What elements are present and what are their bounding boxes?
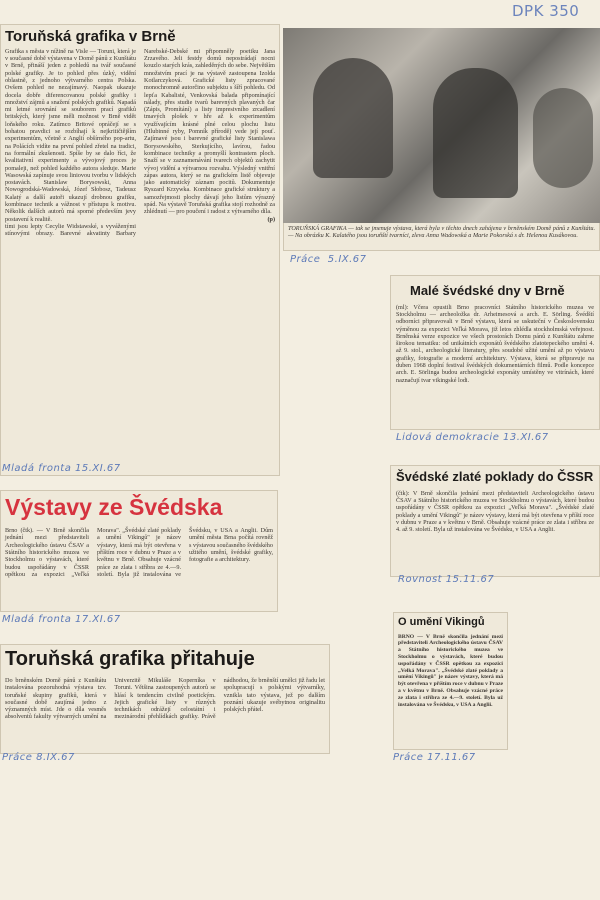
source-prace-2: Práce 8.IX.67 <box>2 752 75 763</box>
news-photo <box>283 28 600 223</box>
article-male-svedske-dny <box>390 275 600 430</box>
headline: Švédské zlaté poklady do ČSSR <box>396 469 594 484</box>
article-body <box>5 48 275 458</box>
headline: Malé švédské dny v Brně <box>410 283 565 298</box>
source-mladafronta-1: Mladá fronta 15.XI.67 <box>2 463 121 474</box>
article-text: Brno (čtk). — V Brně skončila jednání mezi představiteli Archeologického ústavu ČSAV a Státního historického muzea ve Stockholmu o výstavách, které budou uspořádány v ČSSR opětkou za expozici „Veľká Morava". „Švédské zlaté poklady a umění Vikingů" je název výstavy, která má být otevřena v příštím roce v dubnu v Praze a v květnu v Brně. Obsahuje vzácné práce ze zlata i stříbra ze 4.—9. století. Byla již instalována ve Švédsku, v USA a Anglii. Dům umění města Brna počítá rovněž s výstavou současného švédského užitého umění, švédské grafiky, fotografie a architektury. <box>5 527 273 578</box>
headline: Toruňská grafika přitahuje <box>5 648 255 670</box>
article-text-continued: tími jsou lepty Cecylie Widstawské, s vyváženými stínovými obrazy. Barevné akvatinty Barbary Narebské-Debské mi připomněly poetiku Jana Zrzavého. Jeli festdy domů nepostrádají nocni kouzlo starých krás, zahleděných do sebe. Největším množstvím prací je na výstavě zastoupena Izolda Kotlarczyková. Grafické listy zpracované monochromně autorčino subjektu s šíří pohledu. Od lepťa Kabalisté, Venkovská balada připomínající nálady, přes studie tvarů barevných plavaných čar (Zápis, Promítání) a listy impresivního zrcadlení tmavých plošek v hře až k experimentům využívajícím krásné plné celou plochu listu (Hlubinné ryby, Pomník přírodě) vede její pouť. Zajímavé jsou i barevné grafické listy Stanislawa Borysowského, Sterkujícího, lavírou, řadou kombinace techniky a promyšlí kontrastem ploch. Snaží se v zaznamenávání tvarech objektů zachytit vývoj vidění a výtvarnou rozvahu. Výsledný vnitřní zápas autora, který se na grafickém listě objevuje jako automatický záznam pocitů. Dokumentuje Ryszard Krzywka. Kombinace grafické struktury a samozřejmosti plochy dávají jeho listům výrazný spád. Na výstavě Toruňská grafika stojí rozhodně za zhlédnutí — pro poučení i radost z výtvarného díla. <box>5 47 275 238</box>
article-text: BRNO — V Brně skončila jednání mezi představiteli Archeologického ústavu ČSAV a Státního historického muzea ve Stockholmu o výstavách, které budou uspořádány v ČSSR opětkou za expozici „Velká Morava". „Švédské zlaté poklady a umění Vikingů" je název výstavy, která má být otevřena v příštím roce v dubnu v Praze a v květnu v Brně. Obsahuje vzácné práce ze zlata i stříbra ze 4.—9. století. Byla už instalována ve Švédsku, v USA a Anglii. <box>398 633 503 708</box>
archive-mark: DPK 350 <box>512 2 580 20</box>
photo-caption: TORUŇSKÁ GRAFIKA — tak se jmenuje výstava, která byla v těchto dnech zahájena v brněnském Domě pánů z Kunštátu. — Na obrázku K. Kalatého jsou toruňští tvarníci, zleva Anna Wadowská a Marie Pokorská s dr. Helenou Kusákovou. <box>283 223 600 251</box>
headline: O umění Vikingů <box>398 616 485 628</box>
source-mladafronta-2: Mladá fronta 17.XI.67 <box>2 614 121 625</box>
signature: (p) <box>267 215 275 223</box>
source-rovnost: Rovnost 15.11.67 <box>398 574 495 585</box>
article-text: (ml): Včera opustili Brno pracovníci Státního historického muzea ve Stockholmu — archeoložka dr. Arheimesová a arch. E. Sörling. Švédští odborníci připravovali v Brně výstavu, která se uskuteční v Československu výměnou za expozici Veľká Morava, již letos zhlédla stockholmská veřejnost. Brněnská verze expozice ve všech prostorách Domu pánů z Kunštátu zahrne širokou tematiku: od unikátních exponátů švédského zlatotepeckého umění 4. až 9. stol., archeologické literatury, přes soudobé užité umění až po výstavu grafiky, fotografie a moderní architektury. Výstava, která se připravuje na duben 1968 doplní festival švédských dokumentárních filmů. Podle koncepce arch. E. Sörlinga budou archeologické exponáty umístěny ve vitrínách, které naznačují tvar vikingské lodi. <box>396 303 594 384</box>
article-torunska-grafika-pritahuje <box>0 644 330 754</box>
article-torunska-grafika <box>0 24 280 476</box>
source-prace-3: Práce 17.11.67 <box>393 752 476 763</box>
source-lidova-demokracie: Lidová demokracie 13.XI.67 <box>396 432 549 443</box>
article-body <box>5 527 273 578</box>
article-body <box>5 677 325 721</box>
headline: Výstavy ze Švédska <box>5 494 223 520</box>
article-vystavy-ze-svedska <box>0 490 278 612</box>
article-o-umeni-vikingu <box>393 612 508 750</box>
headline: Toruňská grafika v Brně <box>5 28 176 45</box>
article-text: Grafika s města v nížině na Visle — Toruni, která je v současné době výstavena v Domě pánů z Kunštátu v Brně, přináší jeden z pohledů na tvář současné polské grafiky. Je to pohled přes úzký, vidění oblastně, z jednoho výtvarného centra Polska. Ovšem pohled ne nezajímavý. Naopak ukazuje docela dobře diferencovanou polské grafiky i množství zájmů a snažení polských grafiků. Napadá mi letmé srovnání se souborem prací grafiků britských, který jsme měli možnost v Brně vidět loňského roku. Zatímco Britové opráčejí se s bohatou pravdici se rozbíhají k nejkritičtějším experimentům, včetně z Anglií obšírného pop-artu, na Polácích vidíte na první pohled zřetel na tradici, na formální zkušenosti. Spíše by se dalo říci, že kvalitativní experimenty a vývojový proces je pomaleji, než pohled každého autora sleduje. Marie Wasowská zapínuje svou liniovou tvorbu v lidských postavách. Stanislaw Borysowski, Anna Nowogrodská-Wadowská, Józef Słobosz, Tadeusz Kalatý a další autoři ukazují drobnou grafiku, kombinace technik a vážnost v přístupu k motivu. Několik dalších autorů má sporné především jevy postavení k realitě. <box>5 47 136 223</box>
article-text: (čtk): V Brně skončila jednání mezi představiteli Archeologického ústavu ČSAV a Státního historického muzea ve Stockholmu o výstavách, které budou uspořádány v ČSSR opětkou za expozici „Veľká Morava". „Švédské zlaté poklady a umění Vikingů" je název výstavy, která má být otevřena v příští roce v dubnu v Praze a v květnu v Brně. Obsahuje vzácné práce ze zlata i stříbra ze 4. až 9. století. Byla už instalována ve Švédsku, v USA a Anglii. <box>396 489 594 534</box>
article-svedske-zlate-poklady <box>390 465 600 577</box>
source-prace-1: Práce 5.IX.67 <box>290 254 367 265</box>
article-text: Do brněnském Domě pánů z Kunštátu instalována pozoruhodná výstava tzv. toruňské skupiny grafiků, která v současné době zaujímá jedno z významných míst. Jde o díla vesměs absolventů fakulty výtvarných umění na Univerzitě Mikuláše Koperníka v Toruni. Většina zastoupených autorů se hlásí k tendencím civilně poetickým. Jejich grafické listy v různých technikách odrážejí celostátní i mezinárodní přehlídkách grafiky. Právě nádhodou, že brněnští umělci již řadu let spolupracují s polskými výtvarníky, vznikla tato výstava, jež po dalším poznání ukazuje svébytnou originalitu polských přátel. <box>5 677 325 721</box>
